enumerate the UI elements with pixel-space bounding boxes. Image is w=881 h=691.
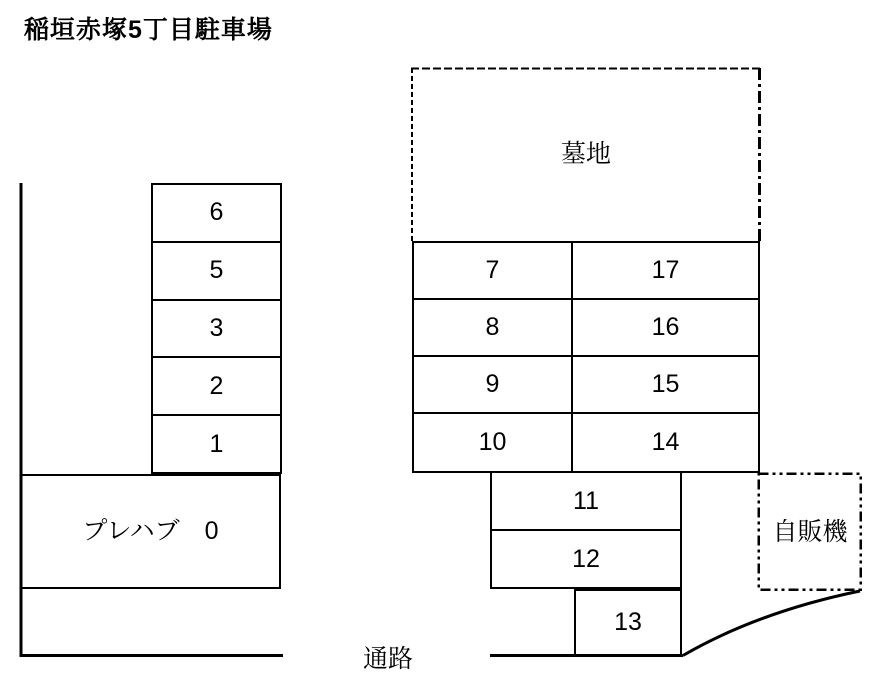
parking-space-6: 6 — [153, 185, 280, 243]
aisle-label: 通路 — [362, 644, 413, 673]
page-title: 稲垣赤塚5丁目駐車場 — [24, 16, 273, 44]
vending-machine-label: 自販機 — [772, 517, 848, 546]
parking-space-13: 13 — [574, 589, 682, 656]
prefab-box: プレハブ 0 — [20, 474, 281, 589]
parking-space-3: 3 — [153, 301, 280, 359]
cemetery-zone-label: 墓地 — [560, 140, 611, 168]
parking-space-16: 16 — [573, 300, 758, 357]
parking-space-17: 17 — [573, 243, 758, 300]
parking-space-8: 8 — [414, 300, 573, 357]
parking-space-2: 2 — [153, 358, 280, 416]
parking-space-1: 1 — [209, 429, 224, 458]
parking-space-10: 10 — [414, 414, 573, 471]
parking-space-11: 11 — [492, 473, 680, 531]
parking-space-14: 14 — [651, 428, 680, 456]
vending-machine-border — [759, 474, 861, 590]
parking-space-12: 12 — [572, 544, 600, 573]
parking-space-9: 9 — [414, 357, 573, 414]
driveway-curve — [683, 591, 860, 656]
parking-space-5: 5 — [153, 243, 280, 301]
parking-space-15: 15 — [573, 357, 758, 414]
parking-space-7: 7 — [414, 243, 573, 300]
